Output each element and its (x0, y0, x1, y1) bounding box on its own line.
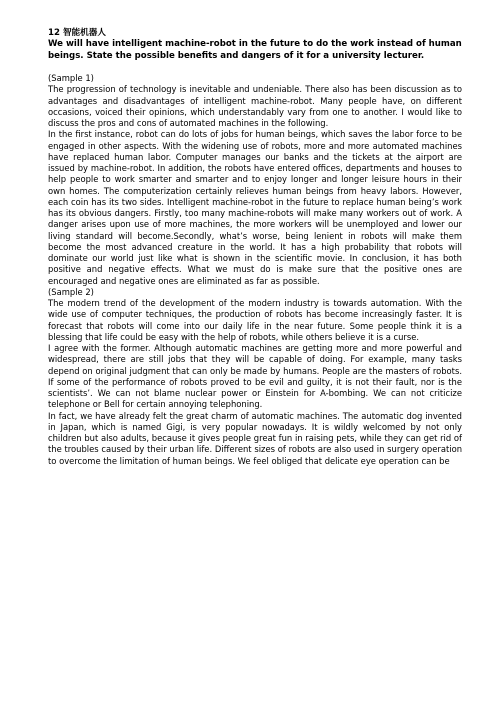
sample-1-paragraph: In the first instance, robot can do lots of jobs for human beings, which saves the labor force to be engaged in other aspects. With the widening use of robots, more and more automated machines have replaced human labor. Computer manages our banks and the tickets at the airport are issued by machine-robot. In addition, the robots have entered offices, departments and houses to help people to work smarter and smarter and to enjoy longer and longer leisure hours in their own homes. The computerization certainly relieves human beings from heavy labors. However, each coin has its two sides. Intelligent machine-robot in the future to replace human being’s work has its obvious dangers. Firstly, too many machine-robots will make many workers out of work. A danger arises upon use of more machines, the more workers will be unemployed and lower our living standard will become.Secondly, what’s worse, being lenient in robots will make them become the most advanced creature in the world. It has a high probability that robots will dominate our world just like what is shown in the scientific movie. In conclusion, it has both positive and negative effects. What we must do is make sure that the positive ones are encouraged and negative ones are eliminated as far as possible. (48, 129, 462, 286)
sample-2-paragraph: In fact, we have already felt the great charm of automatic machines. The automatic dog invented in Japan, which is named Gigi, is very popular nowadays. It is wildly welcomed by not only children but also adults, because it gives people great fun in raising pets, while they can get rid of the troubles caused by their urban life. Different sizes of robots are also used in surgery operation to overcome the limitation of human beings. We feel obliged that delicate eye operation can be (48, 410, 462, 466)
sample-2-paragraph: The modern trend of the development of the modern industry is towards automation. With the wide use of computer techniques, the production of robots has become increasingly faster. It is forecast that robots will come into our daily life in the near future. Some people think it is a blessing that life could be easy with the help of robots, while others believe it is a curse. (48, 298, 462, 342)
blank-line (48, 62, 462, 73)
sample-2-paragraph: I agree with the former. Although automatic machines are getting more and more powerful and widespread, there are still jobs that they will be capable of doing. For example, many tasks depend on original judgment that can only be made by humans. People are the masters of robots. If some of the performance of robots proved to be evil and guilty, it is not their fault, nor is the scientists’. We can not blame nuclear power or Einstein for A-bombing. We can not criticize telephone or Bell for certain annoying telephoning. (48, 343, 462, 410)
section-heading: 12 智能机器人 (48, 28, 106, 38)
essay-prompt: We will have intelligent machine-robot in the future to do the work instead of human beings. State the possible benefits and dangers of it for a university lecturer. (48, 39, 462, 61)
document-page (48, 28, 462, 467)
sample-1-paragraph: The progression of technology is inevitable and undeniable. There also has been discussion as to advantages and disadvantages of intelligent machine-robot. Many people have, on different occasions, voiced their opinions, which understandably vary from one to another. I would like to discuss the pros and cons of automated machines in the following. (48, 84, 462, 128)
sample-1-label: (Sample 1) (48, 73, 94, 83)
sample-2-label: (Sample 2) (48, 286, 94, 297)
